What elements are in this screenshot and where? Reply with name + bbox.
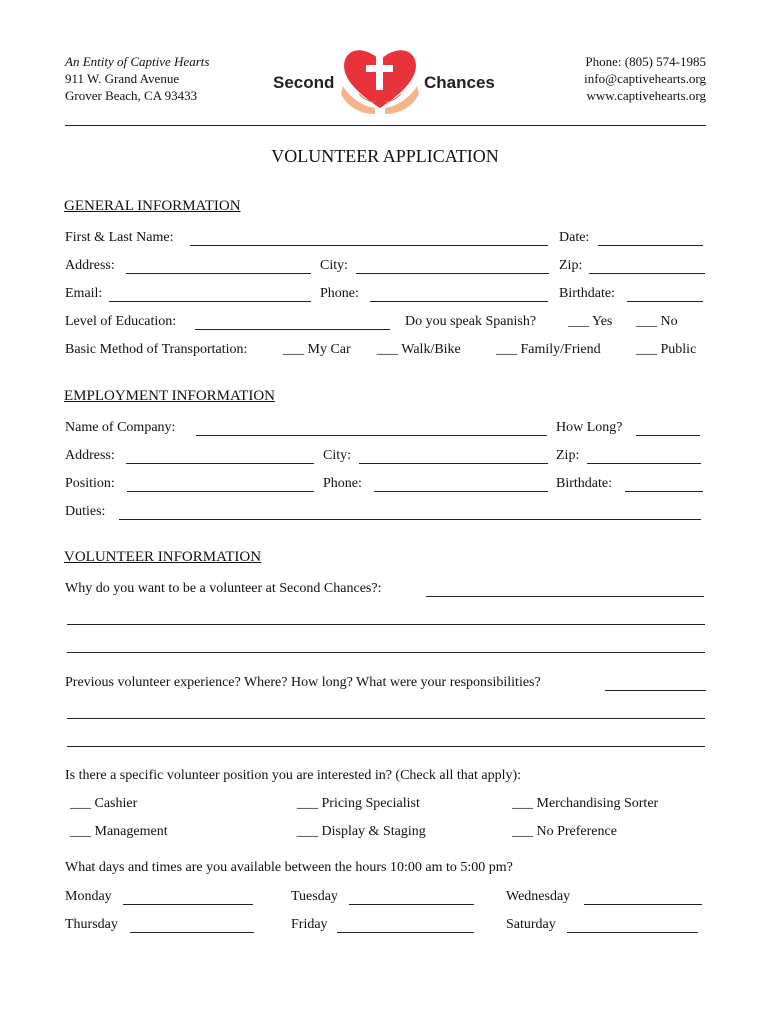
date-label: Date:: [559, 230, 590, 245]
why-volunteer-line-2[interactable]: [67, 623, 705, 625]
name-label: First & Last Name:: [65, 230, 174, 245]
day-field-thursday[interactable]: [130, 931, 254, 933]
transport-option-public[interactable]: ___ Public: [636, 342, 697, 357]
duties-field[interactable]: [119, 518, 701, 520]
emp-address-field[interactable]: [126, 462, 314, 464]
why-volunteer-field[interactable]: [426, 595, 704, 597]
logo-word-right: Chances: [424, 73, 495, 92]
city-field[interactable]: [356, 272, 549, 274]
day-field-wednesday[interactable]: [584, 903, 702, 905]
transport-option-walk[interactable]: ___ Walk/Bike: [377, 342, 461, 357]
street-address: 911 W. Grand Avenue: [65, 71, 180, 86]
phone-field[interactable]: [370, 300, 548, 302]
cross-vertical: [376, 56, 383, 90]
birthdate-label: Birthdate:: [559, 286, 615, 301]
position-option-merchandising[interactable]: ___ Merchandising Sorter: [512, 796, 659, 811]
transport-label: Basic Method of Transportation:: [65, 342, 248, 357]
city-state: Grover Beach, CA 93433: [65, 88, 198, 103]
availability-question: What days and times are you available between the hours 10:00 am to 5:00 pm?: [65, 860, 513, 875]
name-field[interactable]: [190, 244, 548, 246]
birthdate-field[interactable]: [627, 300, 703, 302]
city-label: City:: [320, 258, 349, 273]
previous-experience-line-3[interactable]: [67, 745, 705, 747]
entity-text: An Entity of Captive Hearts: [65, 54, 210, 69]
day-field-tuesday[interactable]: [349, 903, 474, 905]
position-option-cashier[interactable]: ___ Cashier: [70, 796, 138, 811]
company-field[interactable]: [196, 434, 547, 436]
previous-experience-label: Previous volunteer experience? Where? How long? What were your responsibilities?: [65, 675, 541, 690]
org-website: www.captivehearts.org: [586, 88, 706, 103]
company-label: Name of Company:: [65, 420, 176, 435]
position-field[interactable]: [127, 490, 314, 492]
day-field-saturday[interactable]: [567, 931, 698, 933]
transport-option-family[interactable]: ___ Family/Friend: [496, 342, 601, 357]
emp-address-label: Address:: [65, 448, 115, 463]
email-field[interactable]: [109, 300, 311, 302]
page-title: VOLUNTEER APPLICATION: [271, 146, 499, 166]
general-heading: GENERAL INFORMATION: [64, 198, 241, 214]
volunteer-heading: VOLUNTEER INFORMATION: [64, 549, 262, 565]
org-email: info@captivehearts.org: [584, 71, 706, 86]
day-label-saturday: Saturday: [506, 917, 556, 932]
logo-word-left: Second: [273, 73, 335, 92]
spanish-yes-option[interactable]: ___ Yes: [568, 314, 613, 329]
why-volunteer-label: Why do you want to be a volunteer at Second Chances?:: [65, 581, 382, 596]
emp-zip-label: Zip:: [556, 448, 580, 463]
position-option-no-preference[interactable]: ___ No Preference: [512, 824, 617, 839]
education-field[interactable]: [195, 328, 390, 330]
position-option-pricing[interactable]: ___ Pricing Specialist: [297, 796, 420, 811]
org-phone: Phone: (805) 574-1985: [585, 54, 706, 69]
position-question: Is there a specific volunteer position you are interested in? (Check all that apply):: [65, 768, 522, 783]
emp-birthdate-field[interactable]: [625, 490, 703, 492]
how-long-label: How Long?: [556, 420, 623, 435]
how-long-field[interactable]: [636, 434, 700, 436]
day-label-thursday: Thursday: [65, 917, 118, 932]
duties-label: Duties:: [65, 504, 106, 519]
employment-heading: EMPLOYMENT INFORMATION: [64, 388, 275, 404]
date-field[interactable]: [598, 244, 703, 246]
emp-city-label: City:: [323, 448, 352, 463]
day-label-tuesday: Tuesday: [291, 889, 338, 904]
phone-label: Phone:: [320, 286, 359, 301]
spanish-no-option[interactable]: ___ No: [636, 314, 678, 329]
zip-label: Zip:: [559, 258, 583, 273]
address-label: Address:: [65, 258, 115, 273]
emp-phone-field[interactable]: [374, 490, 548, 492]
position-option-display[interactable]: ___ Display & Staging: [297, 824, 426, 839]
previous-experience-field[interactable]: [605, 689, 706, 691]
day-field-monday[interactable]: [123, 903, 253, 905]
spanish-label: Do you speak Spanish?: [405, 314, 537, 329]
day-label-friday: Friday: [291, 917, 328, 932]
position-option-management[interactable]: ___ Management: [70, 824, 168, 839]
education-label: Level of Education:: [65, 314, 177, 329]
email-label: Email:: [65, 286, 103, 301]
position-label: Position:: [65, 476, 115, 491]
previous-experience-line-2[interactable]: [67, 717, 705, 719]
emp-phone-label: Phone:: [323, 476, 362, 491]
day-label-wednesday: Wednesday: [506, 889, 571, 904]
day-label-monday: Monday: [65, 889, 112, 904]
zip-field[interactable]: [589, 272, 705, 274]
address-field[interactable]: [126, 272, 311, 274]
cross-horizontal: [366, 65, 393, 72]
header-divider: [65, 125, 706, 126]
emp-birthdate-label: Birthdate:: [556, 476, 612, 491]
transport-option-car[interactable]: ___ My Car: [283, 342, 351, 357]
day-field-friday[interactable]: [337, 931, 474, 933]
logo-heart-hands-icon: [339, 44, 421, 116]
emp-zip-field[interactable]: [587, 462, 701, 464]
emp-city-field[interactable]: [359, 462, 548, 464]
why-volunteer-line-3[interactable]: [67, 651, 705, 653]
